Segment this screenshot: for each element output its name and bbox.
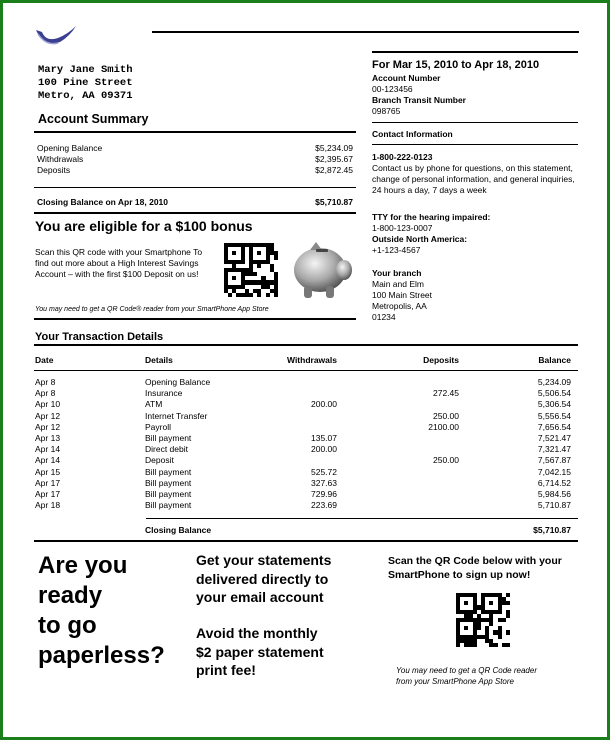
tx-details: Bill payment (145, 466, 192, 477)
outside-number: +1-123-4567 (372, 245, 421, 255)
tx-balance: 7,521.47 (537, 433, 571, 443)
tx-withdrawal: 525.72 (311, 466, 337, 477)
offer-line: your email account (196, 589, 324, 605)
tx-closing-value: $5,710.87 (533, 525, 571, 535)
tx-balance: 5,710.87 (537, 500, 571, 511)
fee-line: $2 paper statement (196, 643, 324, 660)
statement-page (4, 4, 604, 734)
transaction-row (35, 500, 571, 511)
tx-deposit: 250.00 (433, 455, 459, 466)
transaction-row (35, 455, 571, 466)
tx-details: Internet Transfer (145, 410, 208, 421)
contact-rule (372, 144, 578, 145)
tx-balance: 5,556.54 (537, 410, 571, 421)
transaction-row (35, 444, 571, 455)
branch-line: 01234 (372, 312, 396, 322)
tx-deposit: 250.00 (433, 410, 459, 421)
qr-module (506, 643, 510, 647)
tx-date: Apr 18 (35, 500, 61, 511)
paperless-offer (196, 551, 331, 607)
offer-line: delivered directly to (196, 570, 329, 587)
tx-date: Apr 13 (35, 433, 61, 443)
transaction-row (35, 377, 571, 388)
tx-details: Opening Balance (145, 377, 211, 387)
offer-line: Get your statements (196, 552, 332, 568)
customer-street: 100 Pine Street (38, 77, 133, 89)
bonus-rule (34, 212, 356, 214)
branch-line: Main and Elm (372, 279, 424, 289)
tx-details: Direct debit (145, 444, 188, 455)
tx-withdrawal: 327.63 (311, 477, 337, 488)
contact-block (372, 152, 578, 323)
tx-date: Apr 17 (35, 489, 61, 499)
transit-number: 098765 (372, 106, 401, 116)
header-balance: Balance (538, 355, 571, 365)
tty-label: TTY for the hearing impaired: (372, 212, 491, 222)
tx-withdrawal: 729.96 (311, 489, 337, 499)
tx-details: Bill payment (145, 477, 192, 488)
transaction-row (35, 388, 571, 399)
customer-city: Metro, AA 09371 (38, 90, 133, 102)
transaction-row (35, 467, 571, 478)
note-line: from your SmartPhone App Store (396, 677, 514, 686)
tx-date: Apr 15 (35, 466, 61, 477)
tx-details: Deposit (145, 455, 174, 466)
summary-rule (34, 131, 356, 133)
summary-closing (37, 197, 353, 208)
bonus-note: You may need to get a QR Code® reader from your SmartPhone App Store (35, 306, 269, 313)
piggy-bank-image (290, 240, 356, 300)
tx-balance: 5,984.56 (537, 489, 571, 499)
account-number: 00-123456 (372, 84, 413, 94)
tx-balance: 6,714.52 (537, 477, 571, 488)
tx-details: ATM (145, 399, 163, 410)
header-rule (152, 31, 579, 33)
tx-balance: 5,506.54 (537, 388, 571, 399)
transactions-closing (35, 525, 571, 536)
header-date: Date (35, 355, 54, 365)
outside-label: Outside North America: (372, 234, 468, 244)
summary-label: Deposits (37, 165, 71, 175)
transaction-row (35, 399, 571, 410)
tx-date: Apr 10 (35, 399, 61, 410)
contact-phone: 1-800-222-0123 (372, 152, 433, 162)
customer-address (38, 64, 133, 103)
qr-module (274, 293, 278, 297)
header-details: Details (145, 355, 173, 365)
transaction-row (35, 478, 571, 489)
contact-phone-text: Contact us by phone for questions, on this statement, change of personal information, and general inquiries, 24 hours a day, 7 days a week (372, 163, 575, 195)
tx-details: Bill payment (145, 489, 192, 499)
account-block (372, 73, 466, 117)
tx-details: Insurance (145, 388, 183, 399)
paperless-scan-text: Scan the QR Code below with your SmartPhone to sign up now! (388, 555, 562, 581)
header-withdrawals: Withdrawals (287, 355, 337, 365)
tx-details: Bill payment (145, 433, 192, 443)
closing-value: $5,710.87 (315, 197, 353, 207)
transactions-table (35, 377, 571, 511)
transaction-row (35, 489, 571, 500)
summary-title: Account Summary (38, 112, 149, 126)
summary-row (37, 154, 353, 165)
transactions-title: Your Transaction Details (35, 331, 164, 343)
bank-logo (34, 24, 78, 48)
tx-date: Apr 8 (35, 377, 56, 387)
summary-row (37, 165, 353, 176)
summary-closing-rule (34, 187, 356, 188)
transactions-rule (34, 344, 578, 346)
summary-value: $5,234.09 (315, 143, 353, 153)
bonus-text: Scan this QR code with your Smartphone To find out more about a High Interest Savings Account – with the first $100 Deposit on us! (35, 247, 203, 279)
tx-date: Apr 14 (35, 444, 61, 455)
transit-label: Branch Transit Number (372, 95, 466, 105)
tx-balance: 5,234.09 (537, 377, 571, 387)
headline-line: ready (38, 582, 103, 609)
tx-balance: 7,321.47 (537, 444, 571, 455)
tx-date: Apr 8 (35, 388, 56, 399)
transaction-row (35, 433, 571, 444)
summary-value: $2,872.45 (315, 165, 353, 175)
note-line: You may need to get a QR Code reader (396, 666, 537, 675)
headline-line: paperless? (38, 642, 165, 669)
fee-line: Avoid the monthly (196, 625, 318, 641)
fee-line: print fee! (196, 662, 256, 678)
transactions-closing-rule (146, 518, 578, 519)
bonus-qr-code[interactable] (224, 243, 278, 297)
bonus-bottom-rule (34, 318, 356, 320)
tx-closing-label: Closing Balance (145, 525, 212, 535)
contact-top-rule (372, 122, 578, 123)
paperless-fee (196, 624, 324, 680)
tx-deposit: 2100.00 (428, 421, 459, 432)
header-deposits: Deposits (423, 355, 459, 365)
tx-withdrawal: 223.69 (311, 500, 337, 511)
tx-withdrawal: 200.00 (311, 444, 337, 455)
tx-date: Apr 17 (35, 477, 61, 488)
headline-line: to go (38, 612, 97, 639)
statement-period: For Mar 15, 2010 to Apr 18, 2010 (372, 59, 540, 71)
tx-date: Apr 12 (35, 410, 61, 421)
tty-number: 1-800-123-0007 (372, 223, 433, 233)
transaction-row (35, 411, 571, 422)
branch-line: 100 Main Street (372, 290, 433, 300)
summary-label: Opening Balance (37, 143, 103, 153)
summary-label: Withdrawals (37, 154, 84, 164)
tx-balance: 7,042.15 (537, 466, 571, 477)
tx-withdrawal: 200.00 (311, 399, 337, 410)
tx-details: Bill payment (145, 500, 192, 511)
contact-title: Contact Information (372, 129, 453, 139)
paperless-headline (38, 551, 165, 671)
closing-label: Closing Balance on Apr 18, 2010 (37, 197, 169, 207)
signup-qr-code[interactable] (456, 593, 510, 647)
tx-balance: 7,656.54 (537, 421, 571, 432)
tx-deposit: 272.45 (433, 388, 459, 399)
tx-withdrawal: 135.07 (311, 433, 337, 443)
bonus-title: You are eligible for a $100 bonus (35, 218, 253, 234)
statement-rule (372, 51, 578, 53)
tx-details: Payroll (145, 421, 171, 432)
tx-balance: 7,567.87 (537, 455, 571, 466)
summary-table (37, 143, 353, 179)
account-number-label: Account Number (372, 73, 441, 83)
customer-name: Mary Jane Smith (38, 64, 133, 76)
tx-date: Apr 14 (35, 455, 61, 466)
transactions-header-rule (34, 370, 578, 371)
transactions-header (35, 355, 571, 366)
tx-date: Apr 12 (35, 421, 61, 432)
summary-value: $2,395.67 (315, 154, 353, 164)
branch-line: Metropolis, AA (372, 301, 427, 311)
headline-line: Are you (38, 552, 128, 579)
branch-label: Your branch (372, 268, 422, 278)
transaction-row (35, 422, 571, 433)
paperless-rule (34, 540, 578, 542)
tx-balance: 5,306.54 (537, 399, 571, 410)
summary-row (37, 143, 353, 154)
paperless-note (396, 665, 537, 687)
